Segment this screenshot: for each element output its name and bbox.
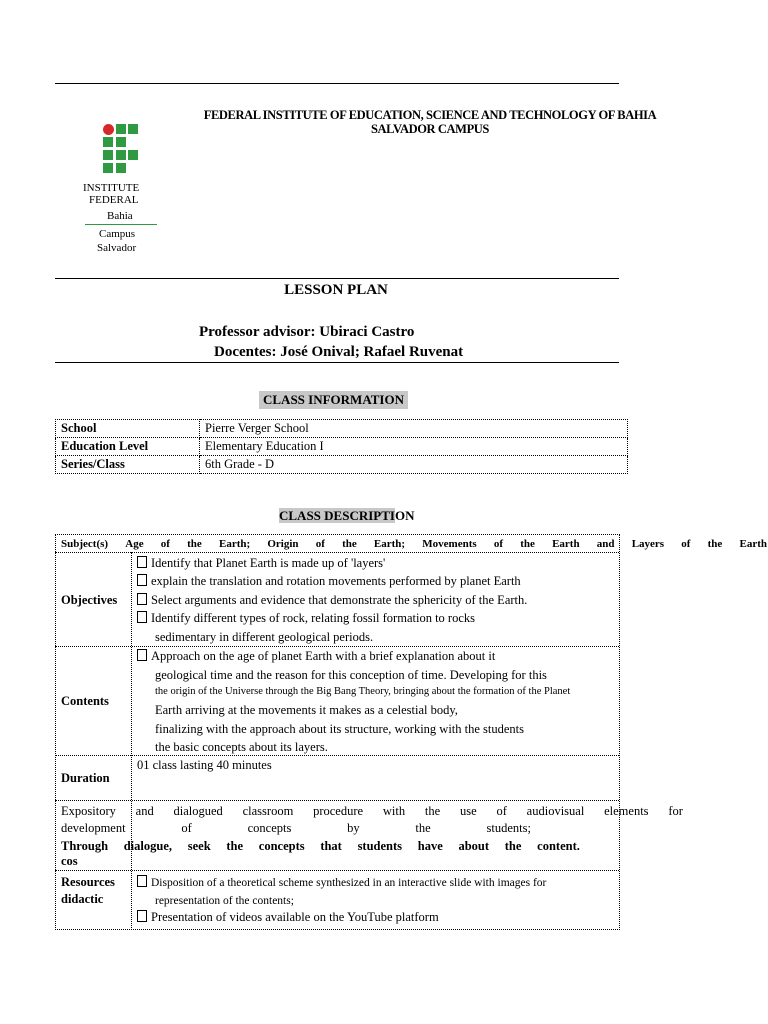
logo-text-campus: Campus (99, 228, 136, 240)
duration-label: Duration (61, 771, 110, 785)
contents-label: Contents (61, 694, 109, 708)
professor-advisor: Professor advisor: Ubiraci Castro (199, 324, 415, 340)
logo-red-dot (103, 124, 114, 135)
series-class-value: 6th Grade - D (200, 456, 628, 474)
page-title: LESSON PLAN (284, 282, 388, 298)
checkbox-icon (137, 574, 147, 586)
duration-value: 01 class lasting 40 minutes (137, 758, 272, 772)
logo-text-federal: FEDERAL (89, 194, 139, 206)
subjects-label: Subject(s) (61, 538, 109, 550)
school-label: School (56, 420, 200, 438)
objective-item: Identify different types of rock, relating fossil formation to rocks (137, 609, 475, 628)
resources-label: Resources didactic (61, 875, 115, 906)
header-rule (55, 278, 619, 279)
resource-item: Disposition of a theoretical scheme synthesized in an interactive slide with images for (137, 874, 546, 893)
subjects-row: Subject(s) Age of the Earth; Origin of the Earth; Movements of the Earth and Layers of the Earth (61, 538, 767, 550)
objective-item: explain the translation and rotation movements performed by planet Earth (137, 572, 521, 591)
contents-line: Earth arriving at the movements it makes as a celestial body, (155, 703, 458, 717)
class-information-heading: CLASS INFORMATION (259, 391, 408, 409)
objective-item: Select arguments and evidence that demonstrate the sphericity of the Earth. (137, 591, 527, 610)
development-line: development of concepts by the students; (61, 821, 531, 835)
table-row (56, 438, 628, 456)
checkbox-icon (137, 611, 147, 623)
resource-item-continuation: representation of the contents; (155, 895, 294, 907)
logo-divider (85, 224, 157, 225)
education-level-label: Education Level (56, 438, 200, 456)
resource-item: Presentation of videos available on the YouTube platform (137, 908, 439, 927)
checkbox-icon (137, 649, 147, 661)
table-row (56, 456, 628, 474)
checkbox-icon (137, 556, 147, 568)
class-description-heading: CLASS DESCRIPTION (279, 508, 415, 523)
development-line: Expository and dialogued classroom procedure with the use of audiovisual elements for (61, 804, 683, 818)
logo-text-institute: INSTITUTE (83, 182, 140, 194)
institution-header (200, 108, 660, 136)
development-line: cos (61, 854, 78, 868)
logo-text-bahia: Bahia (107, 210, 133, 222)
objective-continuation: sedimentary in different geological periods. (155, 630, 374, 644)
contents-line: the origin of the Universe through the Big Bang Theory, bringing about the formation of the Planet (155, 686, 571, 697)
contents-line: finalizing with the approach about its structure, working with the students (155, 722, 525, 736)
institution-name: FEDERAL INSTITUTE OF EDUCATION, SCIENCE AND TECHNOLOGY OF BAHIA (203, 108, 657, 122)
title-rule (55, 362, 619, 363)
campus-name: SALVADOR CAMPUS (371, 122, 489, 136)
contents-line: the basic concepts about its layers. (155, 740, 328, 754)
objectives-label: Objectives (61, 593, 118, 607)
education-level-value: Elementary Education I (200, 438, 628, 456)
teachers: Docentes: José Onival; Rafael Ruvenat (214, 344, 464, 360)
contents-line: Approach on the age of planet Earth with a brief explanation about it (137, 647, 495, 666)
institute-logo (80, 124, 160, 254)
top-rule (55, 83, 619, 84)
logo-text-salvador: Salvador (97, 242, 137, 254)
checkbox-icon (137, 593, 147, 605)
checkbox-icon (137, 910, 147, 922)
objective-item: Identify that Planet Earth is made up of 'layers' (137, 554, 385, 573)
development-line: Through dialogue, seek the concepts that students have about the content. (61, 839, 580, 853)
series-class-label: Series/Class (56, 456, 200, 474)
school-value: Pierre Verger School (200, 420, 628, 438)
table-row (56, 420, 628, 438)
contents-line: geological time and the reason for this conception of time. Developing for this (155, 668, 547, 682)
class-information-table (55, 419, 628, 474)
checkbox-icon (137, 875, 147, 887)
